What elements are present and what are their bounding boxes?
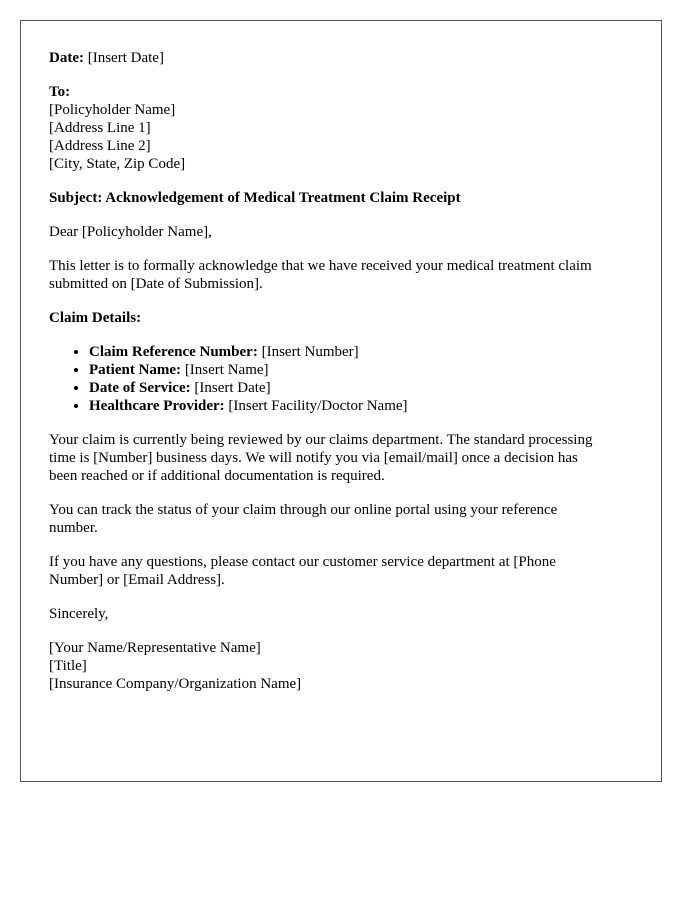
signature-name: [Your Name/Representative Name] xyxy=(49,640,261,656)
claim-details-list xyxy=(49,343,633,415)
subject-label: Subject: xyxy=(49,190,103,206)
contact-line-1: If you have any questions, please contact our customer service department at [Phone xyxy=(49,554,556,570)
track-line-2: number. xyxy=(49,520,98,536)
healthcare-provider-label: Healthcare Provider: xyxy=(89,398,225,414)
tracking-paragraph xyxy=(49,501,633,537)
healthcare-provider-value: [Insert Facility/Doctor Name] xyxy=(228,398,408,414)
intro-line-2: submitted on [Date of Submission]. xyxy=(49,276,263,292)
claim-details-heading: Claim Details: xyxy=(49,310,142,326)
list-item xyxy=(89,343,633,361)
date-value: [Insert Date] xyxy=(87,50,164,66)
closing: Sincerely, xyxy=(49,606,109,622)
date-label: Date: xyxy=(49,50,84,66)
contact-paragraph xyxy=(49,553,633,589)
contact-line-2: Number] or [Email Address]. xyxy=(49,572,225,588)
recipient-address-line-2: [Address Line 2] xyxy=(49,138,151,154)
recipient-name: [Policyholder Name] xyxy=(49,102,176,118)
date-of-service-value: [Insert Date] xyxy=(194,380,271,396)
review-paragraph xyxy=(49,431,633,485)
signature-organization: [Insurance Company/Organization Name] xyxy=(49,676,302,692)
letter-document xyxy=(20,20,662,782)
signature-block xyxy=(49,639,633,693)
recipient-address-line-1: [Address Line 1] xyxy=(49,120,151,136)
recipient-block xyxy=(49,83,633,173)
review-line-2: time is [Number] business days. We will notify you via [email/mail] once a decision has xyxy=(49,450,578,466)
date-of-service-label: Date of Service: xyxy=(89,380,191,396)
recipient-city-state-zip: [City, State, Zip Code] xyxy=(49,156,186,172)
track-line-1: You can track the status of your claim through our online portal using your reference xyxy=(49,502,558,518)
list-item xyxy=(89,397,633,415)
list-item xyxy=(89,361,633,379)
date-line xyxy=(49,49,633,67)
subject-value: Acknowledgement of Medical Treatment Claim Receipt xyxy=(105,190,461,206)
claim-reference-label: Claim Reference Number: xyxy=(89,344,258,360)
patient-name-value: [Insert Name] xyxy=(184,362,269,378)
subject-line xyxy=(49,189,633,207)
patient-name-label: Patient Name: xyxy=(89,362,182,378)
review-line-1: Your claim is currently being reviewed by our claims department. The standard processing xyxy=(49,432,593,448)
intro-paragraph xyxy=(49,257,633,293)
intro-line-1: This letter is to formally acknowledge that we have received your medical treatment claim xyxy=(49,258,592,274)
salutation: Dear [Policyholder Name], xyxy=(49,224,212,240)
claim-reference-value: [Insert Number] xyxy=(261,344,359,360)
to-label: To: xyxy=(49,84,71,100)
signature-title: [Title] xyxy=(49,658,87,674)
list-item xyxy=(89,379,633,397)
review-line-3: been reached or if additional documentation is required. xyxy=(49,468,385,484)
